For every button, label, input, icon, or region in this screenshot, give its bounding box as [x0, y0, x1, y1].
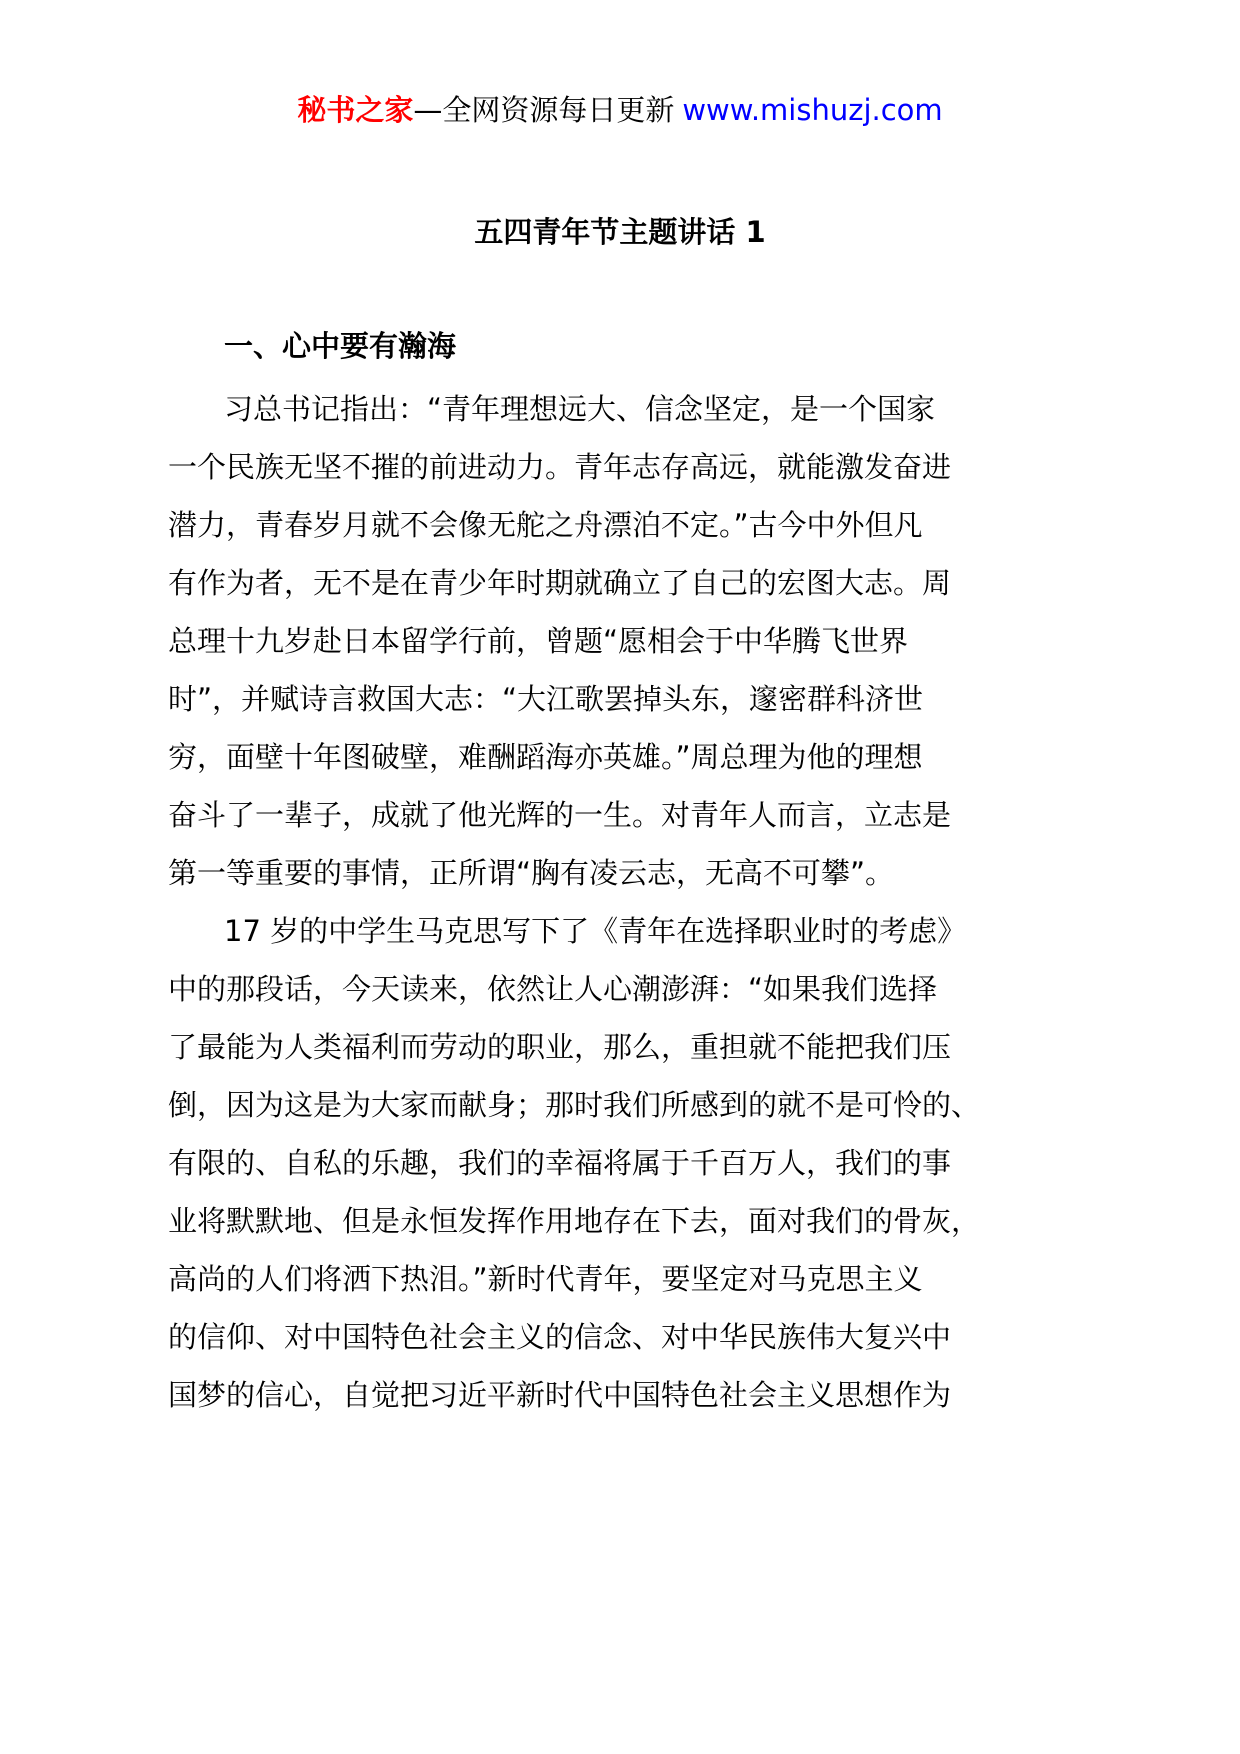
paragraph-line: 奋斗了一辈子，成就了他光辉的一生。对青年人而言，立志是: [168, 798, 952, 832]
paragraph-line: 一个民族无坚不摧的前进动力。青年志存高远，就能激发奋进: [168, 450, 952, 484]
paragraph-line: 了最能为人类福利而劳动的职业，那么，重担就不能把我们压: [168, 1030, 952, 1064]
paragraph-line: 有作为者，无不是在青少年时期就确立了自己的宏图大志。周: [168, 566, 952, 600]
paragraph-line: 穷，面壁十年图破壁，难酬蹈海亦英雄。”周总理为他的理想: [168, 740, 923, 774]
site-url-link[interactable]: www.mishuzj.com: [682, 93, 943, 127]
paragraph-line: 习总书记指出：“青年理想远大、信念坚定，是一个国家: [224, 392, 936, 426]
paragraph-line: 时”，并赋诗言救国大志：“大江歌罢掉头东，邃密群科济世: [168, 682, 924, 716]
paragraph-line: 国梦的信心，自觉把习近平新时代中国特色社会主义思想作为: [168, 1378, 952, 1412]
document-body: [168, 380, 981, 1424]
paragraph-line: 高尚的人们将洒下热泪。”新时代青年，要坚定对马克思主义: [168, 1262, 923, 1296]
document-title: 五四青年节主题讲话 1: [474, 215, 766, 249]
paragraph-line: 第一等重要的事情，正所谓“胸有凌云志，无高不可攀”。: [168, 856, 895, 890]
paragraph-line: 有限的、自私的乐趣，我们的幸福将属于千百万人，我们的事: [168, 1146, 952, 1180]
section-heading: 一、心中要有瀚海: [224, 329, 457, 363]
paragraph-line: 的信仰、对中国特色社会主义的信念、对中华民族伟大复兴中: [168, 1320, 952, 1354]
site-tagline: —全网资源每日更新: [413, 93, 675, 127]
paragraph-line: 17 岁的中学生马克思写下了《青年在选择职业时的考虑》: [224, 914, 967, 948]
paragraph-line: 中的那段话，今天读来，依然让人心潮澎湃：“如果我们选择: [168, 972, 938, 1006]
paragraph-line: 潜力，青春岁月就不会像无舵之舟漂泊不定。”古今中外但凡: [168, 508, 923, 542]
paragraph-line: 业将默默地、但是永恒发挥作用地存在下去，面对我们的骨灰，: [168, 1204, 981, 1238]
paragraph-line: 倒，因为这是为大家而献身；那时我们所感到的就不是可怜的、: [168, 1088, 981, 1122]
site-brand: 秘书之家: [297, 93, 414, 127]
site-header: [0, 88, 1240, 132]
paragraph-line: 总理十九岁赴日本留学行前，曾题“愿相会于中华腾飞世界: [168, 624, 909, 658]
